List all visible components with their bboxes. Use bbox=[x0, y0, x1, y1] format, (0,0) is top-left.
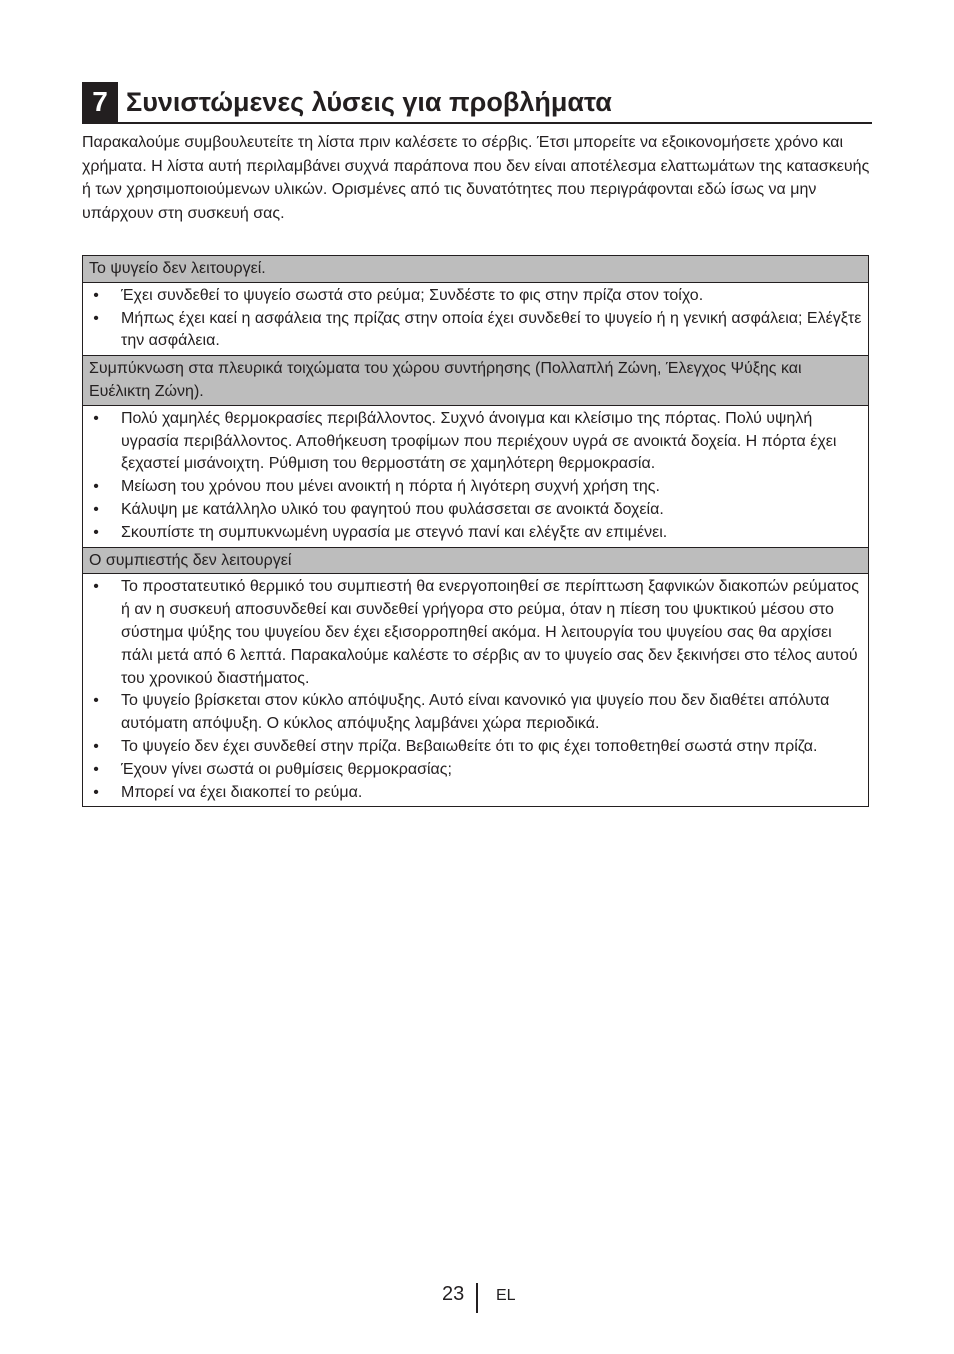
solution-text: Έχουν γίνει σωστά οι ρυθμίσεις θερμοκρασίας; bbox=[121, 760, 452, 778]
solution-item bbox=[83, 736, 862, 759]
problem-title: Ο συμπιεστής δεν λειτουργεί bbox=[83, 548, 868, 575]
solution-item bbox=[83, 476, 862, 499]
solution-item bbox=[83, 408, 862, 476]
bullet-icon: • bbox=[93, 737, 99, 755]
footer-divider bbox=[476, 1283, 478, 1313]
problem-title: Συμπύκνωση στα πλευρικά τοιχώματα του χώρου συντήρησης (Πολλαπλή Ζώνη, Έλεγχος Ψύξης και Ευέλικτη Ζώνη). bbox=[83, 356, 868, 406]
page-footer bbox=[0, 1280, 954, 1316]
solution-text: Πολύ χαμηλές θερμοκρασίες περιβάλλοντος. Συχνό άνοιγμα και κλείσιμο της πόρτας. Πολύ υψηλή υγρασία περιβάλλοντος. Αποθήκευση τροφίμων που περιέχουν υγρά σε ανοικτά δοχεία. Η πόρτα έχει ξεχαστεί μισάνοιχτη. Ρύθμιση του θερμοστάτη σε χαμηλότερη θερμοκρασία. bbox=[121, 409, 837, 473]
bullet-icon: • bbox=[93, 478, 99, 496]
bullet-icon: • bbox=[93, 286, 99, 304]
language-code: EL bbox=[496, 1287, 516, 1304]
solution-text: Σκουπίστε τη συμπυκνωμένη υγρασία με στεγνό πανί και ελέγξτε αν επιμένει. bbox=[121, 523, 668, 541]
bullet-icon: • bbox=[93, 500, 99, 518]
solution-text: Μπορεί να έχει διακοπεί το ρεύμα. bbox=[121, 783, 363, 801]
solution-item bbox=[83, 308, 862, 354]
solution-item bbox=[83, 285, 862, 308]
solution-list bbox=[83, 576, 862, 804]
solution-list bbox=[83, 285, 862, 353]
solution-item bbox=[83, 576, 862, 690]
troubleshooting-table bbox=[82, 255, 869, 807]
bullet-icon: • bbox=[93, 309, 99, 327]
bullet-icon: • bbox=[93, 523, 99, 541]
problem-solutions bbox=[83, 283, 868, 356]
problem-title: Το ψυγείο δεν λειτουργεί. bbox=[83, 256, 868, 283]
bullet-icon: • bbox=[93, 578, 99, 596]
section-header bbox=[82, 80, 872, 124]
solution-item bbox=[83, 522, 862, 545]
solution-item bbox=[83, 499, 862, 522]
section-number: 7 bbox=[82, 82, 118, 122]
solution-item bbox=[83, 759, 862, 782]
bullet-icon: • bbox=[93, 409, 99, 427]
problem-solutions bbox=[83, 406, 868, 548]
solution-item bbox=[83, 782, 862, 805]
bullet-icon: • bbox=[93, 760, 99, 778]
solution-text: Μήπως έχει καεί η ασφάλεια της πρίζας στην οποία έχει συνδεθεί το ψυγείο ή η γενική ασφάλεια; Ελέγξτε την ασφάλεια. bbox=[121, 309, 862, 350]
solution-text: Το ψυγείο βρίσκεται στον κύκλο απόψυξης. Αυτό είναι κανονικό για ψυγείο που δεν διαθέτει απόλυτα αυτόματη απόψυξη. Ο κύκλος απόψυξης λαμβάνει χώρα περιοδικά. bbox=[121, 692, 830, 733]
solution-text: Το προστατευτικό θερμικό του συμπιεστή θα ενεργοποιηθεί σε περίπτωση ξαφνικών διακοπών ρεύματος ή αν η συσκευή αποσυνδεθεί και συνδεθεί γρήγορα στο ρεύμα, όταν η πίεση του ψυκτικού μέσου στο σύστημα ψύξης του ψυγείου δεν έχει εξισορροπηθεί ακόμα. Η λειτουργία του ψυγείου σας θα αρχίσει πάλι μετά από 6 λεπτά. Παρακαλούμε καλέστε το σέρβις αν το ψυγείο σας δεν ξεκινήσει στο τέλος αυτού του χρονικού διαστήματος. bbox=[121, 578, 859, 687]
solution-item bbox=[83, 690, 862, 736]
page-number: 23 bbox=[442, 1283, 465, 1305]
problem-solutions bbox=[83, 574, 868, 807]
solution-text: Κάλυψη με κατάλληλο υλικό του φαγητού που φυλάσσεται σε ανοικτά δοχεία. bbox=[121, 500, 664, 518]
bullet-icon: • bbox=[93, 692, 99, 710]
bullet-icon: • bbox=[93, 783, 99, 801]
intro-paragraph: Παρακαλούμε συμβουλευτείτε τη λίστα πριν καλέσετε το σέρβις. Έτσι μπορείτε να εξοικονομήσετε χρόνο και χρήματα. Η λίστα αυτή περιλαμβάνει συχνά παράπονα που δεν είναι αποτέλεσμα ελαττωμάτων της κατασκευής ή των χρησιμοποιούμενων υλικών. Ορισμένες από τις δυνατότητες που περιγράφονται εδώ ίσως να μην υπάρχουν στη συσκευή σας. bbox=[82, 134, 870, 222]
solution-text: Το ψυγείο δεν έχει συνδεθεί στην πρίζα. Βεβαιωθείτε ότι το φις έχει τοποθετηθεί σωστά στην πρίζα. bbox=[121, 737, 818, 755]
solution-text: Μείωση του χρόνου που μένει ανοικτή η πόρτα ή λιγότερη συχνή χρήση της. bbox=[121, 478, 660, 496]
solution-text: Έχει συνδεθεί το ψυγείο σωστά στο ρεύμα; Συνδέστε το φις στην πρίζα στον τοίχο. bbox=[121, 286, 704, 304]
section-title: Συνιστώμενες λύσεις για προβλήματα bbox=[126, 87, 612, 117]
solution-list bbox=[83, 408, 862, 545]
